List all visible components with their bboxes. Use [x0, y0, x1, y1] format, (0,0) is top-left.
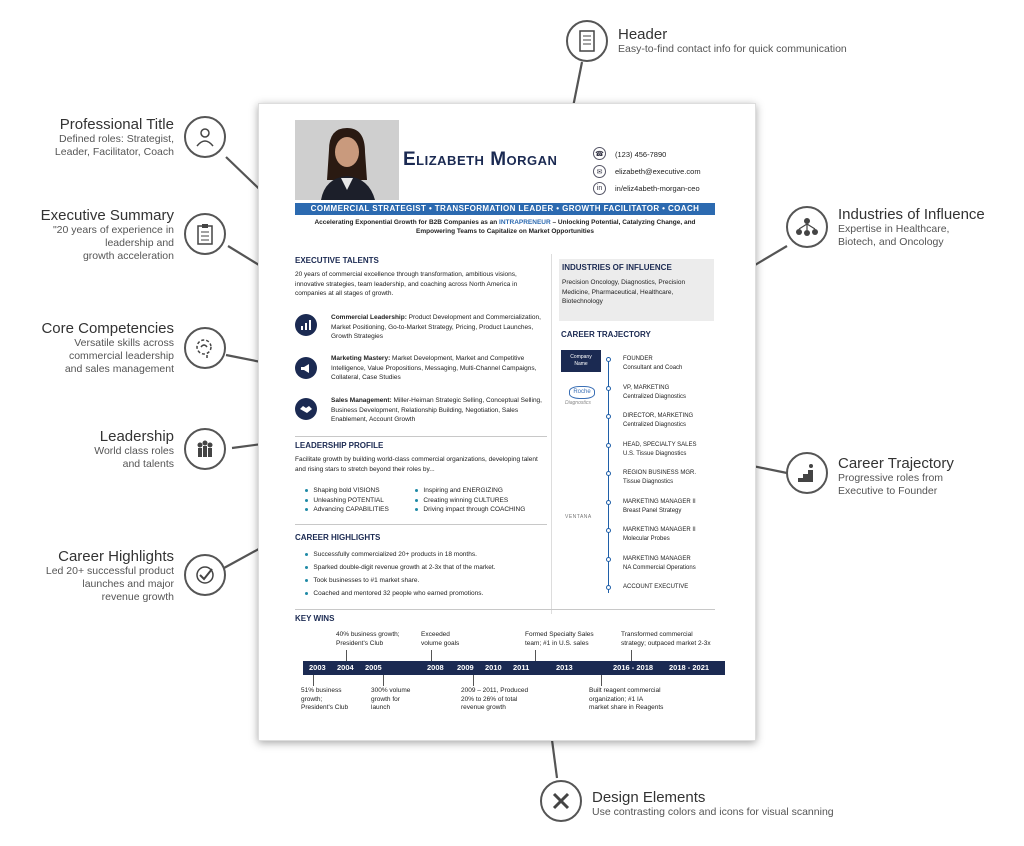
timeline-tick: [346, 650, 347, 661]
trajectory-role: MARKETING MANAGER II Molecular Probes: [623, 527, 696, 542]
timeline-label-below: 2009 – 2011, Produced 20% to 26% of total revenue growth: [461, 687, 529, 711]
column-divider: [551, 254, 552, 614]
trajectory-dot: [606, 471, 611, 476]
timeline-tick: [535, 650, 536, 661]
industries-annotation-title: Industries of Influence: [838, 206, 985, 223]
timeline-year: 2018 - 2021: [669, 663, 710, 672]
target-check-icon: [184, 554, 226, 596]
timeline-label-above: Exceeded volume goals: [421, 631, 460, 647]
core-competencies-annotation-desc: Versatile skills across commercial leadership and sales management: [64, 337, 174, 375]
resume-page: [258, 103, 756, 741]
header-annotation-desc: Easy-to-find contact info for quick communication: [618, 43, 847, 55]
executive-talents-heading: EXECUTIVE TALENTS: [295, 256, 379, 265]
tagline: Accelerating Exponential Growth for B2B Companies as an INTRAPRENEUR – Unlocking Potential, Catalyzing Change, and Empowering Teams to Capitalize on Market Opportunities: [314, 219, 696, 235]
executive-summary-annotation-desc: "20 years of experience in leadership and growth acceleration: [52, 224, 174, 262]
design-elements-annotation-desc: Use contrasting colors and icons for visual scanning: [592, 806, 834, 818]
professional-title-annotation-title: Professional Title: [59, 116, 174, 133]
resume-name: Elizabeth Morgan: [403, 149, 558, 170]
linkedin-url[interactable]: in/eliz4abeth-morgan-ceo: [615, 184, 700, 193]
competency-sales: Sales Management: Miller-Heiman Strategic Selling, Conceptual Selling, Business Development, Relationship Building, Negotiation, Sales Enablement, Account Growth: [331, 397, 542, 423]
competency-commercial: Commercial Leadership: Product Development and Commercialization, Market Positioning, Go-to-Market Strategy, Pricing, Product Launches, Growth Strategies: [331, 314, 541, 340]
trajectory-role: ACCOUNT EXECUTIVE: [623, 584, 689, 590]
leadership-profile-heading: LEADERSHIP PROFILE: [295, 441, 384, 450]
career-trajectory-annotation-desc: Progressive roles from Executive to Founder: [838, 472, 944, 497]
ventana-logo: VENTANA: [565, 514, 592, 520]
industries-heading: INDUSTRIES OF INFLUENCE: [562, 263, 672, 272]
header-annotation-title: Header: [618, 26, 668, 43]
trajectory-dot: [606, 528, 611, 533]
email-address[interactable]: elizabeth@executive.com: [615, 167, 701, 176]
design-elements-annotation-title: Design Elements: [592, 789, 706, 806]
team-icon: [184, 428, 226, 470]
timeline-label-below: 51% business growth; President's Club: [301, 687, 349, 711]
timeline-tick: [431, 650, 432, 661]
timeline-year: 2013: [556, 663, 573, 672]
timeline-tick: [383, 675, 384, 686]
network-icon: [786, 206, 828, 248]
timeline-year: 2009: [457, 663, 474, 672]
timeline-year: 2004: [337, 663, 354, 672]
trajectory-dot: [606, 414, 611, 419]
industries-box: [559, 259, 714, 321]
trajectory-dot: [606, 443, 611, 448]
leadership-list-2: Inspiring and ENERGIZING Creating winning CULTURES Driving impact through COACHING: [415, 486, 525, 515]
timeline-tick: [601, 675, 602, 686]
timeline-tick: [473, 675, 474, 686]
trajectory-role: REGION BUSINESS MGR. Tissue Diagnostics: [623, 470, 697, 485]
timeline-year: 2005: [365, 663, 382, 672]
leadership-profile-summary: Facilitate growth by building world-class commercial organizations, developing talent and rising stars to stretch beyond their roles by...: [295, 456, 538, 473]
professional-title-bar: COMMERCIAL STRATEGIST • TRANSFORMATION LEADER • GROWTH FACILITATOR • COACH: [295, 203, 715, 215]
core-competencies-annotation-title: Core Competencies: [41, 320, 174, 337]
timeline-year: 2016 - 2018: [613, 663, 654, 672]
roche-logo: Roche: [569, 386, 595, 399]
timeline-tick: [313, 675, 314, 686]
phone-icon: ☎: [593, 147, 606, 160]
timeline-year: 2011: [513, 663, 530, 672]
megaphone-icon: [295, 357, 317, 379]
email-icon: ✉: [593, 165, 606, 178]
timeline-label-below: Built reagent commercial organization; #1 IA market share in Reagents: [589, 687, 664, 711]
trajectory-dot: [606, 500, 611, 505]
leadership-annotation-desc: World class roles and talents: [94, 445, 174, 470]
timeline-label-above: Formed Specialty Sales team; #1 in U.S. sales: [525, 631, 594, 647]
trajectory-role: VP, MARKETING Centralized Diagnostics: [623, 384, 687, 400]
person-icon: [184, 116, 226, 158]
career-trajectory-heading: CAREER TRAJECTORY: [561, 330, 651, 339]
phone-number[interactable]: (123) 456-7890: [615, 150, 667, 159]
career-highlights-annotation-desc: Led 20+ successful product launches and major revenue growth: [45, 565, 174, 603]
document-icon: [566, 20, 608, 62]
trajectory-dot: [606, 357, 611, 362]
trajectory-role: HEAD, SPECIALTY SALES U.S. Tissue Diagnostics: [623, 441, 697, 457]
linkedin-icon: in: [593, 182, 606, 195]
timeline-tick: [631, 650, 632, 661]
industries-text: Precision Oncology, Diagnostics, Precision Medicine, Pharmaceutical, Healthcare, Biotechnology: [562, 279, 686, 305]
stairs-icon: [786, 452, 828, 494]
divider: [295, 524, 547, 525]
gear-head-icon: [184, 327, 226, 369]
leadership-list-1: Shaping bold VISIONS Unleashing POTENTIAL Advancing CAPABILITIES: [305, 486, 389, 515]
career-trajectory-annotation-title: Career Trajectory: [838, 455, 954, 472]
company-badge: Company Name: [561, 350, 601, 372]
trajectory-role: DIRECTOR, MARKETING Centralized Diagnostics: [623, 413, 694, 428]
career-highlights-annotation-title: Career Highlights: [58, 548, 174, 565]
trajectory-role: MARKETING MANAGER NA Commercial Operations: [623, 555, 696, 571]
trajectory-dot: [606, 557, 611, 562]
key-wins-heading: KEY WINS: [295, 614, 335, 623]
timeline-label-above: 40% business growth; President's Club: [336, 631, 400, 647]
leadership-annotation-title: Leadership: [99, 428, 174, 445]
professional-title-annotation-desc: Defined roles: Strategist, Leader, Facilitator, Coach: [54, 133, 174, 158]
pencil-ruler-icon: [540, 780, 582, 822]
competency-marketing: Marketing Mastery: Market Development, Market and Competitive Intelligence, Value Propositions, Messaging, Multi-Channel Campaigns, Collateral, Case Studies: [331, 355, 537, 381]
profile-photo: [295, 120, 399, 200]
trajectory-role: MARKETING MANAGER II Breast Panel Strategy: [623, 498, 696, 514]
divider: [295, 609, 715, 610]
trajectory-dot: [606, 386, 611, 391]
trajectory-role: FOUNDER Consultant and Coach: [623, 356, 683, 371]
timeline-label-below: 300% volume growth for launch: [371, 687, 411, 711]
growth-chart-icon: [295, 314, 317, 336]
clipboard-icon: [184, 213, 226, 255]
executive-talents-summary: 20 years of commercial excellence through transformation, ambitious visions, innovative strategies, team leadership, and coaching across North America in companies at all stages of growth.: [295, 271, 518, 297]
career-highlights-list: Successfully commercialized 20+ products in 18 months. Sparked double-digit revenue growth at 2-3x that of the market. Took businesses to #1 market share. Coached and mentored 32 people who earned promotions.: [305, 548, 496, 600]
executive-summary-annotation-title: Executive Summary: [40, 207, 174, 224]
trajectory-dot: [606, 585, 611, 590]
industries-annotation-desc: Expertise in Healthcare, Biotech, and Oncology: [838, 223, 950, 248]
timeline-label-above: Transformed commercial strategy; outpaced market 2-3x: [621, 631, 711, 647]
handshake-icon: [295, 398, 317, 420]
divider: [295, 436, 547, 437]
roche-diagnostics-label: Diagnostics: [565, 400, 591, 406]
career-highlights-heading: CAREER HIGHLIGHTS: [295, 533, 381, 542]
timeline-year: 2008: [427, 663, 444, 672]
timeline-year: 2003: [309, 663, 326, 672]
timeline-year: 2010: [485, 663, 502, 672]
